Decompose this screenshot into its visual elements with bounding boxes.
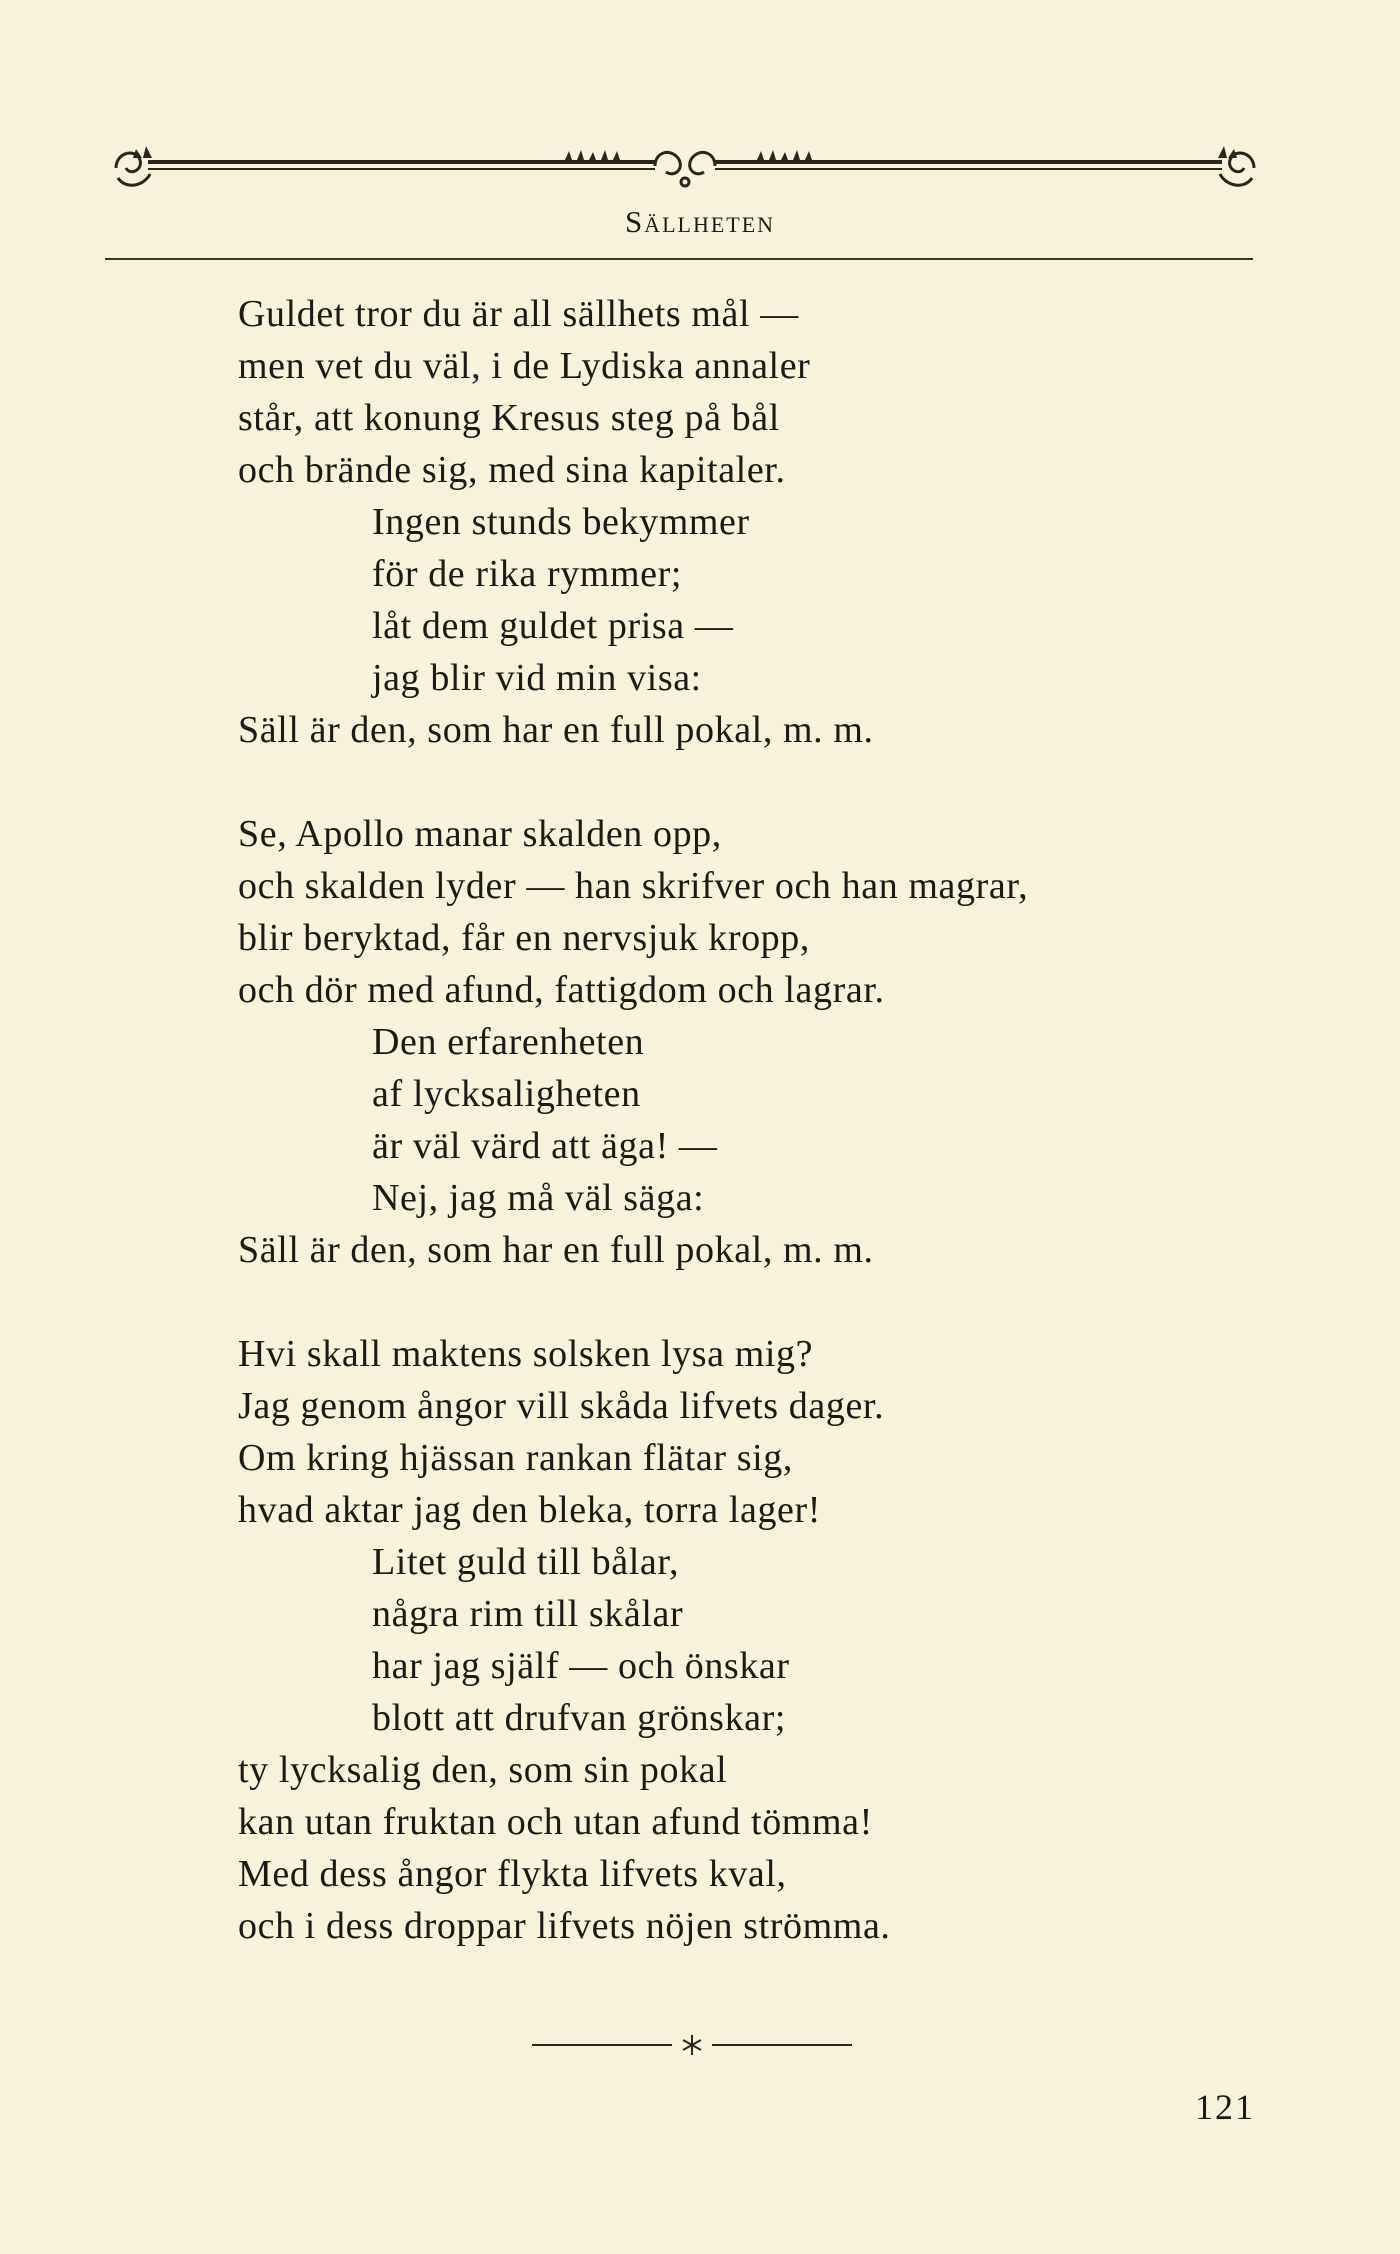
headpiece-ornament <box>110 138 1260 198</box>
poem-line: men vet du väl, i de Lydiska annaler <box>238 345 811 387</box>
poem-line: jag blir vid min visa: <box>372 657 702 699</box>
running-head-title: Sällheten <box>624 204 776 239</box>
poem-line: och dör med afund, fattigdom och lagrar. <box>238 969 885 1011</box>
poem-line: Litet guld till bålar, <box>372 1541 680 1583</box>
poem-line: Ingen stunds bekymmer <box>372 501 750 543</box>
poem-line: ty lycksalig den, som sin pokal <box>238 1749 728 1791</box>
poem-line: Om kring hjässan rankan flätar sig, <box>238 1437 793 1479</box>
poem-line: Med dess ångor flykta lifvets kval, <box>238 1853 787 1895</box>
poem-line: Säll är den, som har en full pokal, m. m. <box>238 709 874 751</box>
poem-line: blott att drufvan grönskar; <box>372 1697 787 1739</box>
poem-line: låt dem guldet prisa — <box>372 605 734 647</box>
poem-line: för de rika rymmer; <box>372 553 683 595</box>
poem-line: har jag själf — och önskar <box>372 1645 790 1687</box>
page-number: 121 <box>1195 2087 1255 2127</box>
stanza <box>238 288 1278 756</box>
poem-line: och brände sig, med sina kapitaler. <box>238 449 786 491</box>
poem-line: några rim till skålar <box>372 1593 684 1635</box>
poem-line: Guldet tror du är all sällhets mål — <box>238 293 799 335</box>
stanza <box>238 1328 1278 1952</box>
poem-line: står, att konung Kresus steg på bål <box>238 397 780 439</box>
poem-line: kan utan fruktan och utan afund tömma! <box>238 1801 873 1843</box>
end-ornament-rule <box>532 2030 852 2060</box>
poem-line: blir beryktad, får en nervsjuk kropp, <box>238 917 810 959</box>
stanza <box>238 808 1278 1276</box>
poem-line: Jag genom ångor vill skåda lifvets dager. <box>238 1385 885 1427</box>
poem-line: Nej, jag må väl säga: <box>372 1177 705 1219</box>
poem-line: och i dess droppar lifvets nöjen strömma. <box>238 1905 891 1947</box>
poem-line: är väl värd att äga! — <box>372 1125 718 1167</box>
poem-line: Säll är den, som har en full pokal, m. m. <box>238 1229 874 1271</box>
poem-line: af lycksaligheten <box>372 1073 641 1115</box>
header-rule <box>105 258 1253 260</box>
poem-line: Hvi skall maktens solsken lysa mig? <box>238 1333 814 1375</box>
poem-line: Se, Apollo manar skalden opp, <box>238 813 722 855</box>
poem-line: hvad aktar jag den bleka, torra lager! <box>238 1489 822 1531</box>
asterisk-icon <box>683 2035 701 2055</box>
poem-body <box>238 288 1278 2004</box>
poem-line: och skalden lyder — han skrifver och han magrar, <box>238 865 1029 907</box>
poem-line: Den erfarenheten <box>372 1021 645 1063</box>
